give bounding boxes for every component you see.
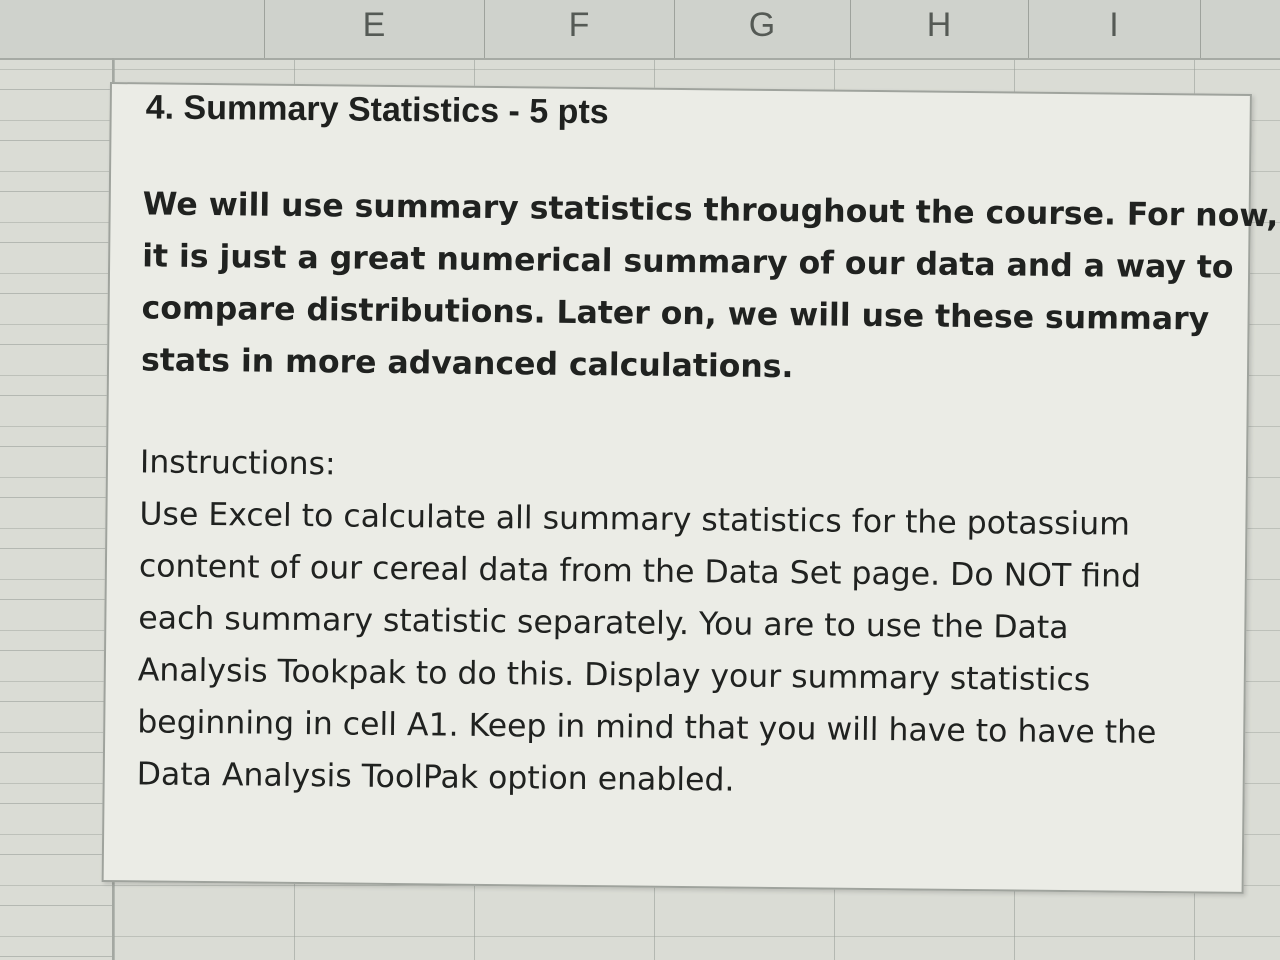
instruction-line: Use Excel to calculate all summary statistics for the potassium: [139, 496, 1131, 543]
intro-line: We will use summary statistics throughout the course. For now,: [142, 186, 1279, 235]
column-header-row: [0, 0, 1280, 60]
instruction-line: Analysis Tookpak to do this. Display your summary statistics: [137, 652, 1091, 699]
intro-line: stats in more advanced calculations.: [140, 342, 794, 386]
intro-line: compare distributions. Later on, we will use these summary: [141, 290, 1210, 338]
column-header-next[interactable]: [1200, 0, 1280, 58]
intro-line: it is just a great numerical summary of our data and a way to: [141, 238, 1234, 286]
column-header-e[interactable]: E: [264, 0, 485, 58]
instructions-text-box[interactable]: [102, 82, 1279, 894]
instruction-line: each summary statistic separately. You are to use the Data: [138, 600, 1069, 647]
instructions-paragraph: [136, 488, 1219, 811]
column-header-i[interactable]: I: [1028, 0, 1201, 58]
section-title: 4. Summary Statistics - 5 pts: [145, 88, 609, 132]
intro-paragraph: [140, 178, 1279, 397]
column-header-f[interactable]: F: [484, 0, 675, 58]
column-header-g[interactable]: G: [674, 0, 851, 58]
column-header-partial[interactable]: [114, 0, 265, 58]
row-header-column: [0, 58, 114, 960]
instruction-line: beginning in cell A1. Keep in mind that you will have to have the: [137, 704, 1157, 751]
instruction-line: Data Analysis ToolPak option enabled.: [136, 756, 735, 799]
instructions-label-text: Instructions:: [139, 444, 336, 483]
column-header-h[interactable]: H: [850, 0, 1029, 58]
instruction-line: content of our cereal data from the Data Set page. Do NOT find: [138, 548, 1142, 595]
